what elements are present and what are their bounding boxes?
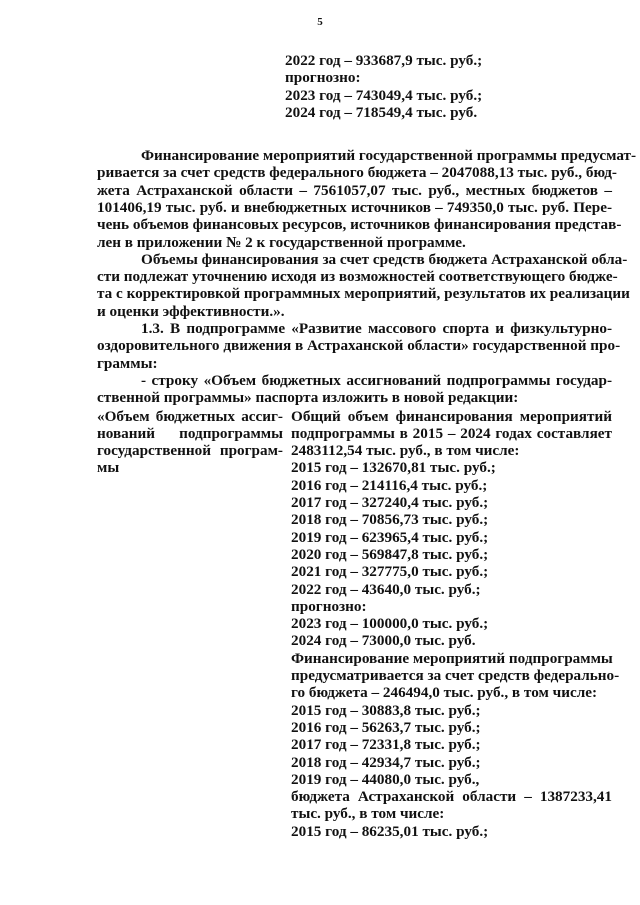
table-right-cell-line: 2022 год – 43640,0 тыс. руб.;: [291, 580, 481, 598]
table-right-cell-line: 2015 год – 86235,01 тыс. руб.;: [291, 822, 489, 840]
table-right-cell-line: 2017 год – 327240,4 тыс. руб.;: [291, 494, 489, 511]
table-right-cell-line: 2020 год – 569847,8 тыс. руб.;: [291, 545, 489, 563]
table-right-cell-line: тыс. руб., в том числе:: [291, 805, 445, 823]
paragraph-line: сти подлежат уточнению исходя из возможностей соответствующего бюдже-: [97, 268, 618, 286]
table-right-cell-line: 2018 год – 70856,73 тыс. руб.;: [291, 511, 489, 529]
table-right-cell-line: 2015 год – 30883,8 тыс. руб.;: [291, 701, 481, 719]
table-right-cell-line: прогнозно:: [291, 597, 367, 615]
table-right-cell-line: 2019 год – 623965,4 тыс. руб.;: [291, 528, 489, 546]
table-right-cell-line: предусматривается за счет средств федерально-: [291, 667, 620, 684]
table-left-cell-line: нований подпрограммы: [97, 424, 283, 442]
paragraph-line: оздоровительного движения в Астраханской области» государственной про-: [97, 337, 621, 355]
budget-year-line: 2023 год – 743049,4 тыс. руб.;: [285, 86, 483, 104]
paragraph-line: та с корректировкой программных мероприятий, результатов их реализации: [97, 285, 630, 303]
paragraph-line: чень объемов финансовых ресурсов, источников финансирования представ-: [97, 216, 622, 234]
paragraph-line: жета Астраханской области – 7561057,07 тыс. руб., местных бюджетов –: [97, 181, 612, 199]
paragraph-line: ственной программы» паспорта изложить в новой редакции:: [97, 389, 519, 407]
table-right-cell-line: подпрограммы в 2015 – 2024 годах составляет: [291, 424, 612, 442]
table-right-cell-line: 2015 год – 132670,81 тыс. руб.;: [291, 459, 496, 477]
paragraph-line: лен в приложении № 2 к государственной программе.: [97, 233, 466, 251]
table-left-cell-line: государственной програм-: [97, 442, 283, 460]
table-right-cell-line: 2021 год – 327775,0 тыс. руб.;: [291, 563, 489, 581]
paragraph-line: Финансирование мероприятий государственной программы предусмат-: [141, 147, 637, 164]
budget-year-line: 2024 год – 718549,4 тыс. руб.: [285, 103, 478, 121]
table-left-cell-line: «Объем бюджетных ассиг-: [97, 407, 283, 425]
paragraph-line: 101406,19 тыс. руб. и внебюджетных источников – 749350,0 тыс. руб. Пере-: [97, 198, 612, 216]
table-right-cell-line: 2023 год – 100000,0 тыс. руб.;: [291, 615, 489, 633]
table-right-cell-line: 2016 год – 214116,4 тыс. руб.;: [291, 476, 488, 494]
table-right-cell-line: 2024 год – 73000,0 тыс. руб.: [291, 632, 476, 650]
table-right-cell-line: бюджета Астраханской области – 1387233,41: [291, 788, 612, 806]
table-right-cell-line: Общий объем финансирования мероприятий: [291, 407, 612, 425]
paragraph-line: Объемы финансирования за счет средств бюджета Астраханской обла-: [141, 250, 628, 268]
table-left-cell-line: мы: [97, 459, 120, 477]
paragraph-line: ривается за счет средств федерального бюджета – 2047088,13 тыс. руб., бюд-: [97, 164, 617, 182]
table-right-cell-line: го бюджета – 246494,0 тыс. руб., в том числе:: [291, 684, 598, 702]
table-right-cell-line: 2018 год – 42934,7 тыс. руб.;: [291, 753, 481, 771]
table-right-cell-line: 2017 год – 72331,8 тыс. руб.;: [291, 736, 481, 754]
paragraph-line: граммы:: [97, 354, 158, 372]
table-right-cell-line: 2019 год – 44080,0 тыс. руб.,: [291, 770, 480, 788]
table-right-cell-line: 2483112,54 тыс. руб., в том числе:: [291, 442, 520, 460]
paragraph-line: - строку «Объем бюджетных ассигнований подпрограммы государ-: [141, 371, 612, 389]
page-number: 5: [317, 16, 323, 28]
paragraph-line: 1.3. В подпрограмме «Развитие массового спорта и физкультурно-: [141, 320, 612, 337]
table-right-cell-line: 2016 год – 56263,7 тыс. руб.;: [291, 718, 481, 736]
table-right-cell-line: Финансирование мероприятий подпрограммы: [291, 649, 613, 667]
budget-year-line: прогнозно:: [285, 69, 361, 87]
budget-year-line: 2022 год – 933687,9 тыс. руб.;: [285, 52, 483, 69]
paragraph-line: и оценки эффективности.».: [97, 302, 285, 320]
